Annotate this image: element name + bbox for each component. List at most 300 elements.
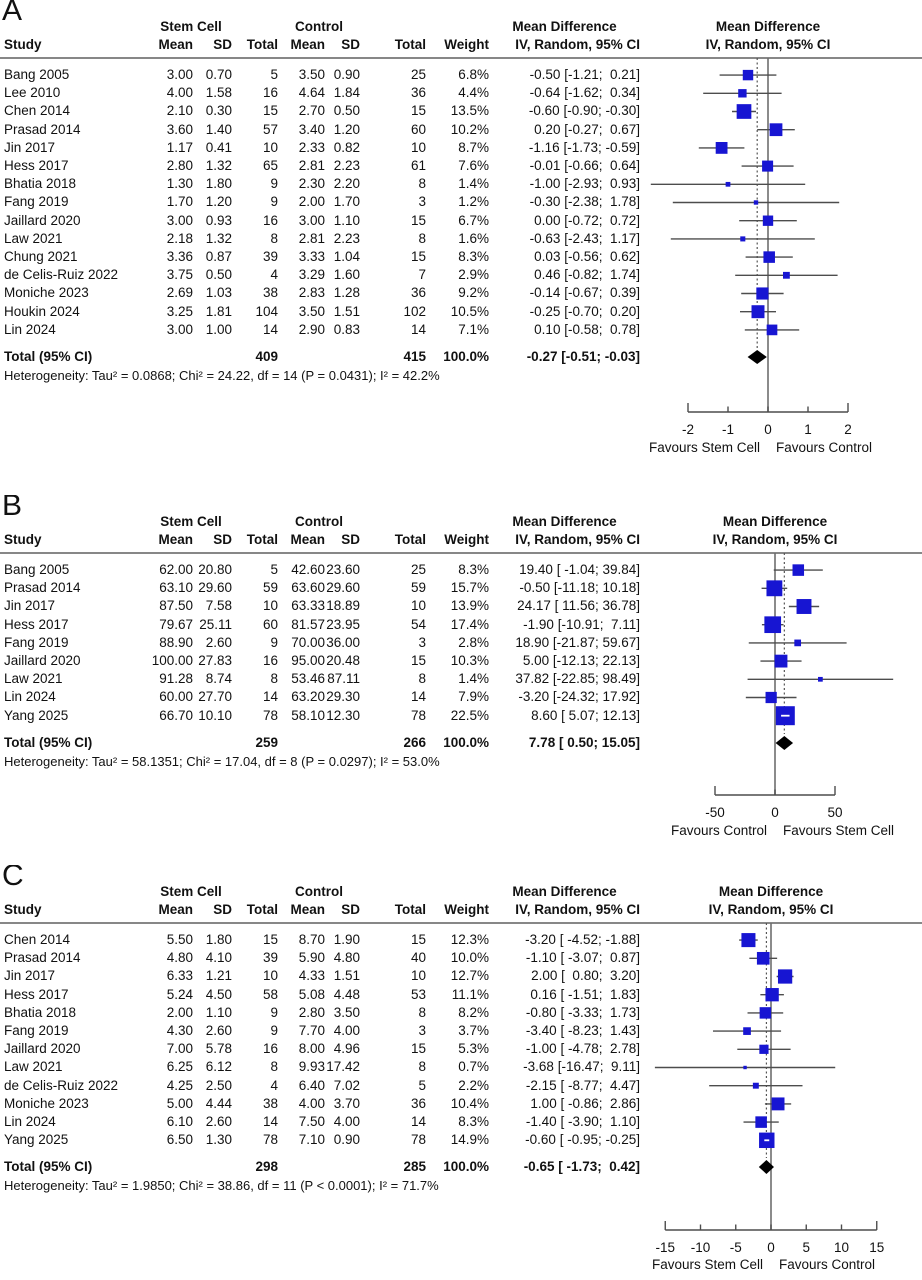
stemcell-mean: 88.90 [159, 634, 193, 650]
effect-square [740, 236, 745, 241]
stemcell-sd: 1.40 [205, 121, 232, 137]
effect-square [754, 200, 758, 204]
study-row [0, 248, 640, 266]
study-name: Jin 2017 [4, 139, 56, 155]
control-total: 3 [418, 634, 426, 650]
tick-label: -2 [681, 422, 695, 437]
stemcell-total: 15 [262, 932, 278, 947]
total-row [0, 1158, 640, 1176]
md-ci-text: -0.01 [-0.66; 0.64] [529, 158, 640, 174]
study-name: de Celis-Ruiz 2022 [4, 1077, 119, 1093]
effect-square [794, 640, 801, 647]
weight-value: 17.4% [450, 616, 489, 632]
stemcell-total: 9 [270, 194, 278, 210]
study-name: Law 2021 [4, 671, 63, 687]
control-total: 10 [410, 968, 426, 984]
study-row [0, 1113, 640, 1131]
study-row [0, 284, 640, 302]
weight-value: 1.6% [458, 230, 489, 246]
effect-square [743, 1027, 751, 1035]
control-total: 8 [418, 176, 426, 192]
stemcell-sd: 2.50 [205, 1077, 232, 1093]
control-mean: 63.60 [291, 580, 325, 596]
md-ci-text: -0.64 [-1.62; 0.34] [529, 85, 640, 101]
stemcell-sd: 20.80 [198, 562, 232, 577]
study-name: Jin 2017 [4, 598, 56, 614]
study-row [0, 66, 640, 84]
md-ci-text: -0.60 [-0.90; -0.30] [528, 103, 640, 119]
effect-square [753, 1083, 759, 1089]
total-n-control: 266 [403, 735, 426, 750]
heterogeneity-stats: Heterogeneity: Tau² = 58.1351; Chi² = 17.04, df = 8 (P = 0.0297); I² = 53.0% [4, 754, 440, 769]
md-ci-text: 19.40 [ -1.04; 39.84] [519, 562, 640, 577]
stemcell-mean: 5.24 [166, 986, 193, 1002]
stemcell-mean: 5.00 [166, 1095, 193, 1111]
stemcell-total: 15 [262, 103, 278, 119]
study-row [0, 303, 640, 321]
control-total: 8 [418, 671, 426, 687]
control-mean: 70.00 [291, 634, 325, 650]
effect-header: Mean Difference [512, 884, 617, 899]
effect-square [741, 933, 755, 947]
weight-value: 5.3% [458, 1041, 489, 1057]
md-ci-text: -0.63 [-2.43; 1.17] [529, 230, 640, 246]
md-ci-text: -1.00 [-2.93; 0.93] [529, 176, 640, 192]
control-mean: 7.50 [298, 1114, 325, 1130]
col-sd-control: SD [341, 532, 360, 547]
favours-right-label: Favours Control [779, 1257, 876, 1272]
control-mean: 63.20 [291, 689, 325, 705]
stemcell-sd: 4.44 [205, 1095, 232, 1111]
stemcell-total: 10 [262, 139, 278, 155]
effect-square [726, 182, 731, 187]
tick-label: 0 [764, 422, 772, 437]
effect-square [818, 677, 823, 682]
favours-right-label: Favours Control [776, 440, 873, 455]
effect-square [797, 599, 812, 614]
col-total-control: Total [394, 37, 426, 52]
stemcell-sd: 1.58 [205, 85, 232, 101]
col-mean-control: Mean [290, 532, 325, 547]
stemcell-total: 14 [262, 1114, 278, 1130]
weight-value: 10.0% [450, 950, 489, 966]
stemcell-total: 16 [262, 85, 278, 101]
effect-square [766, 692, 777, 703]
group-header-row [0, 513, 640, 531]
control-sd: 1.04 [333, 249, 360, 265]
tick-label: -1 [721, 422, 735, 437]
spacer [232, 18, 278, 36]
stemcell-mean: 3.25 [166, 303, 193, 319]
weight-value: 6.8% [458, 67, 489, 82]
control-mean: 2.81 [298, 158, 325, 174]
study-name: Jaillard 2020 [4, 1041, 81, 1057]
control-total: 53 [410, 986, 426, 1002]
weight-value: 8.3% [458, 562, 489, 577]
spacer [325, 734, 360, 752]
stemcell-sd: 1.80 [205, 932, 232, 947]
panel-body [0, 0, 922, 495]
column-header [0, 513, 640, 549]
control-total: 78 [410, 1132, 426, 1148]
total-weight: 100.0% [443, 735, 489, 750]
stemcell-sd: 10.10 [198, 707, 232, 723]
control-total: 54 [410, 616, 426, 632]
md-ci-text: -3.20 [ -4.52; -1.88] [525, 932, 640, 947]
control-mean: 3.00 [298, 212, 325, 228]
spacer [193, 1158, 232, 1176]
stemcell-mean: 1.17 [166, 139, 193, 155]
spacer [150, 1158, 193, 1176]
spacer [0, 513, 150, 531]
total-label: Total (95% CI) [4, 349, 93, 364]
study-name: Moniche 2023 [4, 285, 89, 301]
weight-value: 8.3% [458, 249, 489, 265]
tick-label: 0 [767, 1240, 775, 1255]
study-row [0, 139, 640, 157]
md-ci-text: -3.20 [-24.32; 17.92] [518, 689, 640, 705]
control-mean: 2.00 [298, 194, 325, 210]
study-name: Chung 2021 [4, 249, 78, 265]
control-sd: 23.60 [326, 562, 360, 577]
control-total: 36 [410, 85, 426, 101]
control-sd: 1.51 [333, 303, 360, 319]
tick-label: 5 [802, 1240, 811, 1255]
stemcell-total: 39 [262, 249, 278, 265]
favours-left-label: Favours Control [670, 823, 767, 838]
weight-value: 13.5% [450, 103, 489, 119]
control-total: 102 [403, 303, 426, 319]
effect-square [762, 161, 773, 172]
effect-square [755, 1116, 767, 1128]
study-name: Chen 2014 [4, 932, 71, 947]
control-total: 15 [410, 249, 426, 265]
study-row [0, 652, 640, 670]
stemcell-sd: 0.70 [205, 67, 232, 82]
forest-plot [640, 495, 922, 865]
stemcell-mean: 3.00 [166, 212, 193, 228]
tick-label: -10 [690, 1240, 711, 1255]
study-row [0, 707, 640, 725]
total-n-control: 415 [403, 349, 426, 364]
tick-label: 0 [771, 805, 779, 820]
effect-square [716, 142, 728, 154]
control-sd: 1.51 [333, 968, 360, 984]
stemcell-sd: 1.10 [205, 1004, 232, 1020]
control-sd: 2.23 [333, 230, 360, 246]
control-sd: 7.02 [333, 1077, 360, 1093]
control-total: 14 [410, 689, 426, 705]
stemcell-mean: 6.33 [166, 968, 193, 984]
study-row [0, 1004, 640, 1022]
study-row [0, 561, 640, 579]
col-total-stemcell: Total [246, 902, 278, 917]
study-name: Bang 2005 [4, 562, 70, 577]
study-row [0, 321, 640, 339]
control-mean: 9.93 [298, 1059, 325, 1075]
stemcell-total: 9 [270, 634, 278, 650]
stemcell-mean: 4.25 [166, 1077, 193, 1093]
control-sd: 0.82 [333, 139, 360, 155]
md-ci-text: -0.14 [-0.67; 0.39] [529, 285, 640, 301]
stemcell-sd: 1.21 [205, 968, 232, 984]
total-row [0, 734, 640, 752]
total-row-cells [0, 1158, 640, 1176]
effect-square [772, 1097, 785, 1110]
stemcell-mean: 63.10 [159, 580, 193, 596]
tick-label: 2 [844, 422, 852, 437]
column-header [0, 18, 640, 54]
total-weight: 100.0% [443, 1159, 489, 1174]
weight-value: 1.4% [458, 176, 489, 192]
spacer [426, 883, 489, 901]
study-row [0, 634, 640, 652]
md-ci-text: 8.60 [ 5.07; 12.13] [531, 707, 640, 723]
control-sd: 1.90 [333, 932, 360, 947]
study-name: Prasad 2014 [4, 580, 81, 596]
model-header: IV, Random, 95% CI [515, 902, 640, 917]
study-row [0, 616, 640, 634]
control-sd: 4.80 [333, 950, 360, 966]
stemcell-total: 38 [262, 1095, 278, 1111]
stemcell-mean: 100.00 [151, 653, 193, 669]
model-header: IV, Random, 95% CI [515, 532, 640, 547]
md-ci-text: 0.03 [-0.56; 0.62] [534, 249, 640, 265]
control-mean: 4.00 [298, 1095, 325, 1111]
stemcell-sd: 29.60 [198, 580, 232, 596]
control-mean: 53.46 [291, 671, 325, 687]
col-weight: Weight [444, 532, 489, 547]
md-ci-text: -3.40 [ -8.23; 1.43] [525, 1023, 640, 1039]
study-name: Jin 2017 [4, 968, 56, 984]
stemcell-sd: 1.00 [205, 321, 232, 337]
effect-square [752, 305, 765, 318]
study-name: Law 2021 [4, 1059, 63, 1075]
control-mean: 3.33 [298, 249, 325, 265]
control-total: 15 [410, 932, 426, 947]
stemcell-sd: 1.30 [205, 1132, 232, 1148]
total-row-cells [0, 348, 640, 366]
total-row [0, 348, 640, 366]
control-total: 14 [410, 321, 426, 337]
panel-c [0, 865, 922, 1280]
stemcell-mean: 60.00 [159, 689, 193, 705]
control-sd: 1.28 [333, 285, 360, 301]
study-row [0, 121, 640, 139]
weight-value: 12.7% [450, 968, 489, 984]
control-sd: 3.50 [333, 1004, 360, 1020]
md-ci-text: 37.82 [-22.85; 98.49] [515, 671, 640, 687]
total-diamond [748, 350, 767, 364]
col-mean-stemcell: Mean [158, 37, 193, 52]
control-sd: 1.84 [333, 85, 360, 101]
total-n-stemcell: 259 [255, 735, 278, 750]
stemcell-total: 78 [262, 707, 278, 723]
stemcell-sd: 6.12 [205, 1059, 232, 1075]
stemcell-total: 58 [262, 986, 278, 1002]
control-total: 8 [418, 1004, 426, 1020]
effect-square [767, 325, 778, 336]
weight-value: 10.4% [450, 1095, 489, 1111]
md-ci-text: -1.40 [ -3.90; 1.10] [525, 1114, 640, 1130]
stemcell-mean: 3.00 [166, 67, 193, 82]
col-study: Study [4, 37, 42, 52]
control-sd: 29.60 [326, 580, 360, 596]
weight-value: 12.3% [450, 932, 489, 947]
md-ci-text: 0.16 [ -1.51; 1.83] [530, 986, 640, 1002]
study-name: Law 2021 [4, 230, 63, 246]
control-mean: 2.80 [298, 1004, 325, 1020]
group-header-row [0, 18, 640, 36]
effect-square [763, 251, 775, 263]
plot-model-header: IV, Random, 95% CI [712, 532, 838, 547]
control-sd: 0.50 [333, 103, 360, 119]
md-ci-text: 24.17 [ 11.56; 36.78] [517, 598, 640, 614]
stemcell-total: 14 [262, 321, 278, 337]
plot-model-header: IV, Random, 95% CI [705, 37, 831, 52]
study-row [0, 1077, 640, 1095]
control-sd: 29.30 [326, 689, 360, 705]
control-mean: 4.33 [298, 968, 325, 984]
stemcell-total: 8 [270, 671, 278, 687]
weight-value: 3.7% [458, 1023, 489, 1039]
spacer [193, 348, 232, 366]
study-row [0, 175, 640, 193]
stemcell-mean: 2.80 [166, 158, 193, 174]
control-total: 10 [410, 139, 426, 155]
study-name: Bang 2005 [4, 67, 70, 82]
tick-label: 10 [833, 1240, 850, 1255]
md-ci-text: 1.00 [ -0.86; 2.86] [530, 1095, 640, 1111]
control-total: 15 [410, 1041, 426, 1057]
stemcell-mean: 3.00 [166, 321, 193, 337]
stemcell-sd: 1.03 [205, 285, 232, 301]
stemcell-total: 10 [262, 598, 278, 614]
total-weight: 100.0% [443, 349, 489, 364]
weight-value: 10.2% [450, 121, 489, 137]
control-sd: 2.20 [333, 176, 360, 192]
study-row [0, 1040, 640, 1058]
weight-value: 7.1% [458, 321, 489, 337]
control-total: 14 [410, 1114, 426, 1130]
stemcell-sd: 27.83 [198, 653, 232, 669]
stemcell-mean: 3.36 [166, 249, 193, 265]
control-total: 25 [410, 67, 426, 82]
study-name: Prasad 2014 [4, 950, 81, 966]
stemcell-sd: 7.58 [205, 598, 232, 614]
control-mean: 2.70 [298, 103, 325, 119]
control-total: 15 [410, 212, 426, 228]
effect-square [783, 272, 790, 279]
col-sd-control: SD [341, 902, 360, 917]
plot-effect-header: Mean Difference [718, 884, 824, 899]
study-row [0, 931, 640, 949]
stemcell-total: 8 [270, 230, 278, 246]
control-mean: 3.50 [298, 303, 325, 319]
study-row [0, 986, 640, 1004]
panel-label: C [2, 865, 24, 892]
stemcell-mean: 87.50 [159, 598, 193, 614]
col-total-stemcell: Total [246, 37, 278, 52]
control-total: 61 [410, 158, 426, 174]
weight-value: 10.3% [450, 653, 489, 669]
effect-square [743, 1066, 746, 1069]
control-mean: 6.40 [298, 1077, 325, 1093]
spacer [278, 348, 325, 366]
stemcell-total: 4 [270, 1077, 278, 1093]
study-row [0, 1058, 640, 1076]
effect-square [763, 216, 773, 226]
stemcell-mean: 2.69 [166, 285, 193, 301]
study-row [0, 102, 640, 120]
study-row [0, 212, 640, 230]
control-total: 8 [418, 1059, 426, 1075]
study-name: Lee 2010 [4, 85, 61, 101]
effect-header: Mean Difference [512, 19, 617, 34]
study-name: Fang 2019 [4, 194, 69, 210]
stemcell-total: 65 [262, 158, 278, 174]
stemcell-sd: 8.74 [205, 671, 232, 687]
weight-value: 1.2% [458, 194, 489, 210]
stemcell-sd: 2.60 [205, 1114, 232, 1130]
col-study: Study [4, 532, 42, 547]
favours-left-label: Favours Stem Cell [651, 1257, 763, 1272]
stemcell-sd: 1.32 [205, 158, 232, 174]
stemcell-total: 5 [270, 562, 278, 577]
spacer [278, 1158, 325, 1176]
effect-square [770, 123, 783, 136]
study-row [0, 579, 640, 597]
md-ci-text: 0.46 [-0.82; 1.74] [534, 267, 640, 283]
study-row [0, 1022, 640, 1040]
md-ci-text: 2.00 [ 0.80; 3.20] [531, 968, 640, 984]
col-sd-stemcell: SD [213, 532, 232, 547]
stemcell-total: 14 [262, 689, 278, 705]
md-ci-text: -2.15 [ -8.77; 4.47] [525, 1077, 640, 1093]
effect-square [760, 1007, 771, 1018]
control-sd: 12.30 [326, 707, 360, 723]
stemcell-mean: 5.50 [166, 932, 193, 947]
col-mean-stemcell: Mean [158, 902, 193, 917]
stemcell-mean: 6.50 [166, 1132, 193, 1148]
study-table [0, 561, 640, 725]
stemcell-total: 59 [262, 580, 278, 596]
group-header-stemcell: Stem Cell [160, 884, 222, 899]
control-total: 36 [410, 1095, 426, 1111]
favours-right-label: Favours Stem Cell [783, 823, 895, 838]
control-sd: 1.70 [333, 194, 360, 210]
control-total: 25 [410, 562, 426, 577]
md-ci-text: -1.00 [ -4.78; 2.78] [525, 1041, 640, 1057]
control-sd: 1.10 [333, 212, 360, 228]
forest-plot [640, 0, 922, 495]
effect-square [775, 655, 788, 668]
group-header-stemcell: Stem Cell [160, 514, 222, 529]
study-name: Lin 2024 [4, 689, 56, 705]
spacer [360, 513, 426, 531]
spacer [278, 734, 325, 752]
md-ci-text: 0.10 [-0.58; 0.78] [534, 321, 640, 337]
group-header-stemcell: Stem Cell [160, 19, 222, 34]
stemcell-total: 39 [262, 950, 278, 966]
stemcell-mean: 2.18 [166, 230, 193, 246]
study-row [0, 597, 640, 615]
effect-square [756, 287, 768, 299]
stemcell-total: 9 [270, 176, 278, 192]
stemcell-sd: 0.87 [205, 249, 232, 265]
stemcell-mean: 6.25 [166, 1059, 193, 1075]
tick-label: 15 [869, 1240, 885, 1255]
